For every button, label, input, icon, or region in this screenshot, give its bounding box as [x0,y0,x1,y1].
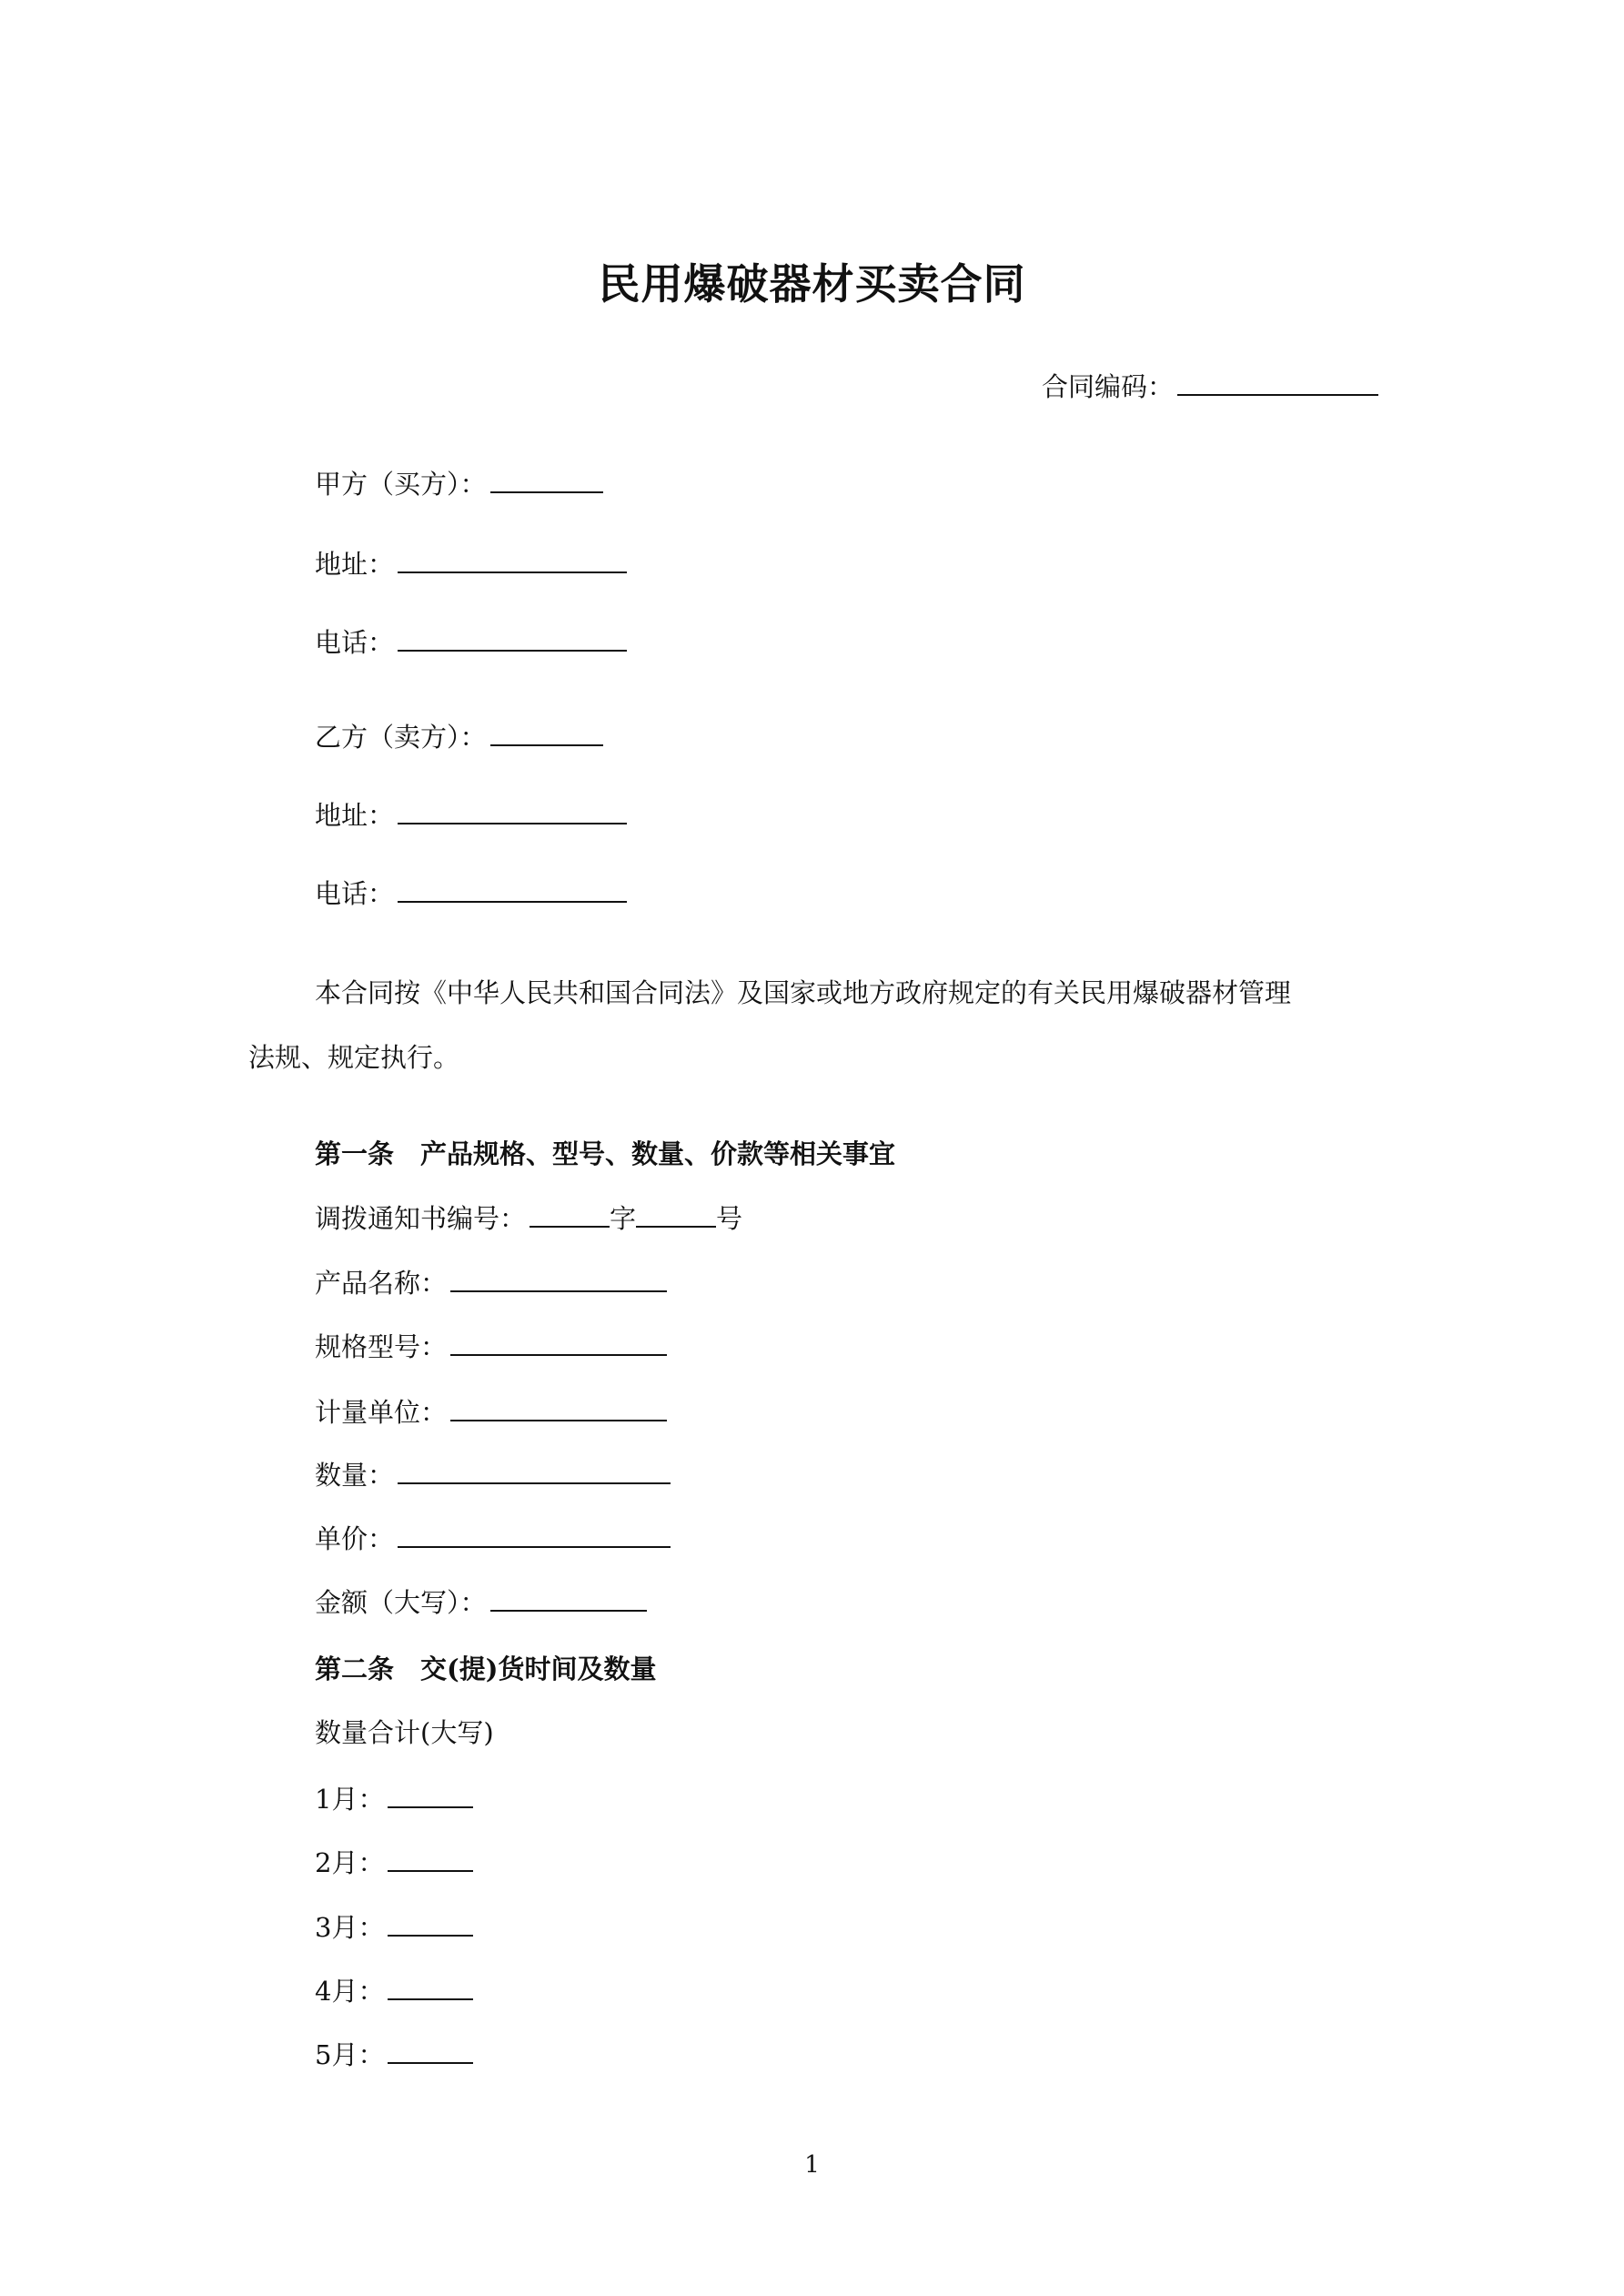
contract-number [1042,370,1378,403]
label: 电话： [315,627,395,658]
spec [315,1330,667,1363]
blank [450,1267,667,1292]
article-1-heading: 第一条 产品规格、型号、数量、价款等相关事宜 [315,1138,896,1169]
label: 产品名称： [315,1268,448,1299]
label: 5月： [315,2039,385,2070]
blank [398,799,627,824]
party-a-phone [315,626,627,659]
blank [450,1330,667,1356]
intro-line-2: 法规、规定执行。 [248,1042,460,1073]
product-name [315,1267,667,1300]
blank [388,1783,473,1808]
article-2-heading: 第二条 交(提)货时间及数量 [315,1654,657,1684]
label: 数量： [315,1460,395,1491]
blank [398,1459,671,1484]
month-3 [315,1911,473,1944]
blank [398,548,627,573]
notice-number [315,1202,742,1235]
blank [388,1911,473,1937]
page-number: 1 [804,2151,820,2179]
quantity [315,1459,671,1492]
blank [636,1202,716,1228]
party-b [315,721,603,754]
contract-number-blank [1177,370,1378,396]
label: 规格型号： [315,1331,448,1362]
blank [388,2038,473,2064]
amount [315,1586,647,1619]
blank [490,468,603,493]
label-hao: 号 [716,1203,743,1234]
label: 单价： [315,1523,395,1554]
label: 地址： [315,800,395,831]
label-zi: 字 [610,1203,637,1234]
month-2 [315,1846,473,1879]
label: 地址： [315,549,395,580]
label: 调拨通知书编号： [315,1203,527,1234]
label: 1月： [315,1784,385,1815]
month-5 [315,2038,473,2071]
party-a-address [315,548,627,581]
month-1 [315,1783,473,1816]
party-b-address [315,799,627,832]
label: 4月： [315,1976,385,2007]
party-a [315,468,603,501]
quantity-total: 数量合计(大写) [315,1717,494,1748]
party-b-label: 乙方（卖方）： [315,722,487,753]
document-title: 民用爆破器材买卖合同 [598,259,1026,308]
unit [315,1396,667,1429]
blank [490,721,603,746]
blank [450,1396,667,1421]
label: 电话： [315,878,395,909]
party-b-phone [315,877,627,910]
contract-number-label: 合同编码： [1042,371,1175,402]
blank [490,1586,647,1612]
intro-line-1: 本合同按《中华人民共和国合同法》及国家或地方政府规定的有关民用爆破器材管理 [315,977,1292,1008]
blank [388,1975,473,2000]
label: 计量单位： [315,1397,448,1428]
month-4 [315,1975,473,2008]
price [315,1522,671,1555]
label: 金额（大写）： [315,1587,487,1618]
party-a-label: 甲方（买方）： [315,469,487,500]
label: 3月： [315,1912,385,1943]
blank [530,1202,610,1228]
label: 2月： [315,1847,385,1878]
blank [388,1846,473,1872]
blank [398,877,627,903]
blank [398,1522,671,1548]
blank [398,626,627,652]
